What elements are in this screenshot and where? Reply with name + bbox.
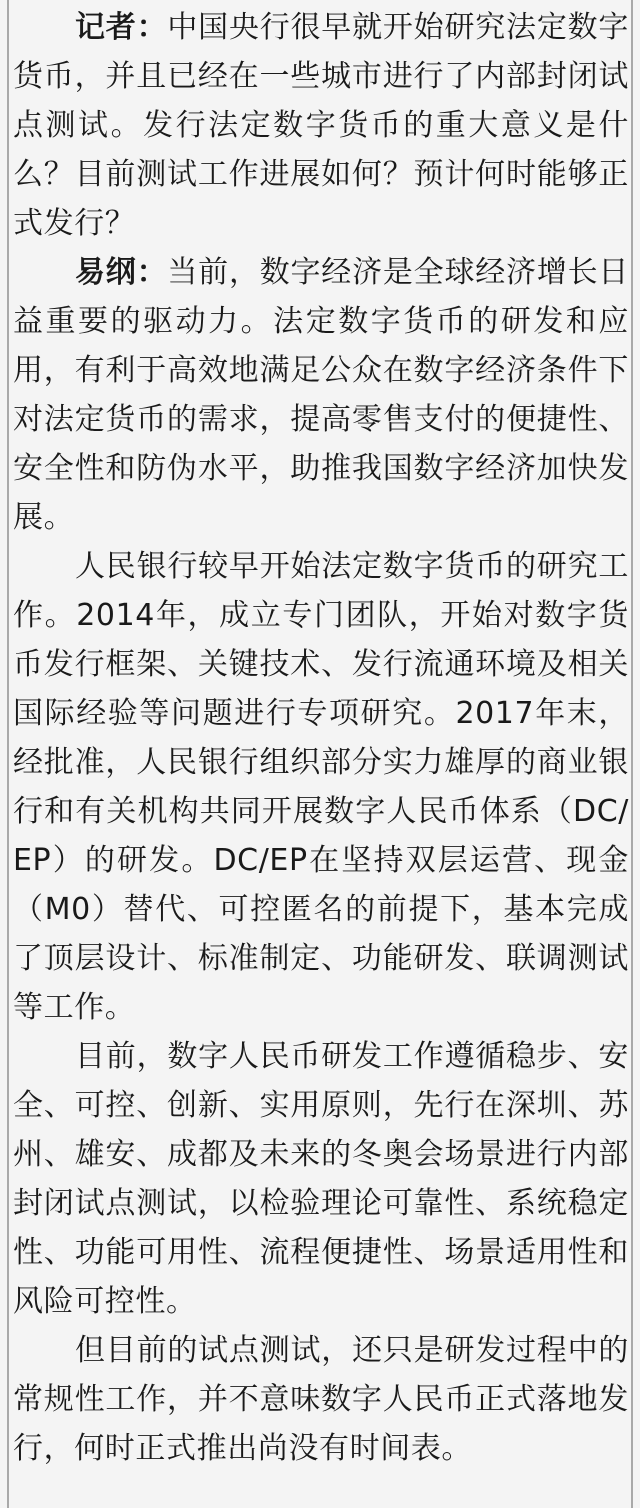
speaker-label: 易纲： [75,255,168,290]
paragraph-text: 当前，数字经济是全球经济增长日益重要的驱动力。法定数字货币的研发和应用，有利于高效地满足公众在数字经济条件下对法定货币的需求，提高零售支付的便捷性、安全性和防伪水平，助推我国数字经济加快发展。 [13,255,629,535]
paragraph-research-history [13,542,629,1032]
speaker-label: 记者： [75,10,168,45]
paragraph-text: 但目前的试点测试，还只是研发过程中的常规性工作，并不意味数字人民币正式落地发行，何时正式推出尚没有时间表。 [13,1333,629,1466]
paragraph-answer-intro [13,248,629,542]
left-border-line [7,0,9,1508]
article-body [13,3,629,1473]
paragraph-reporter-question [13,3,629,248]
paragraph-text: 目前，数字人民币研发工作遵循稳步、安全、可控、创新、实用原则，先行在深圳、苏州、雄安、成都及未来的冬奥会场景进行内部封闭试点测试，以检验理论可靠性、系统稳定性、功能可用性、流程便捷性、场景适用性和风险可控性。 [13,1039,629,1319]
paragraph-current-status [13,1032,629,1326]
right-border-line [631,0,633,1508]
paragraph-pilot-note [13,1326,629,1473]
paragraph-text: 中国央行很早就开始研究法定数字货币，并且已经在一些城市进行了内部封闭试点测试。发行法定数字货币的重大意义是什么？目前测试工作进展如何？预计何时能够正式发行？ [13,10,629,241]
paragraph-text: 人民银行较早开始法定数字货币的研究工作。2014年，成立专门团队，开始对数字货币发行框架、关键技术、发行流通环境及相关国际经验等问题进行专项研究。2017年末，经批准，人民银行组织部分实力雄厚的商业银行和有关机构共同开展数字人民币体系（DC/EP）的研发。DC/EP在坚持双层运营、现金（M0）替代、可控匿名的前提下，基本完成了顶层设计、标准制定、功能研发、联调测试等工作。 [13,549,629,1025]
